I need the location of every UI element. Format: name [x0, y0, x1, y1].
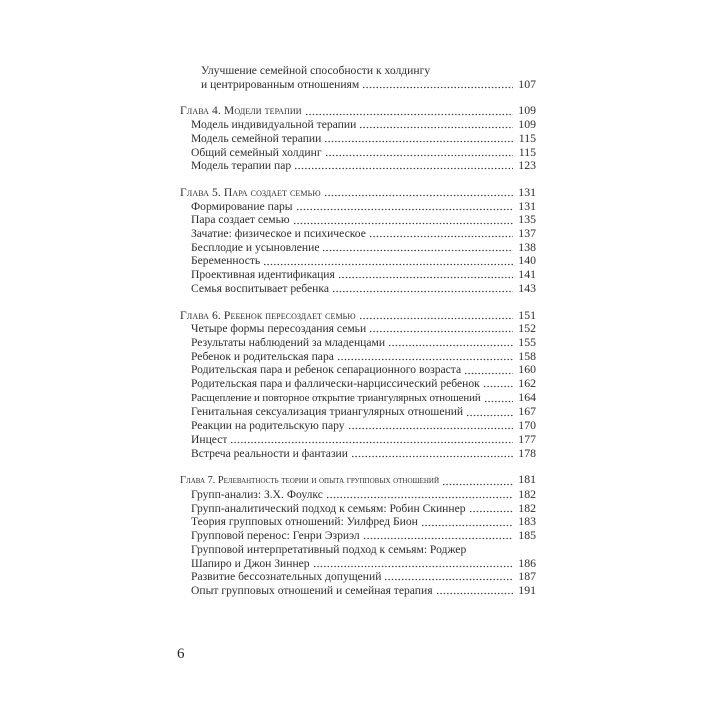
toc-entry-page: 152 — [518, 321, 536, 336]
toc-entry-title: Модель индивидуальной терапии — [191, 118, 357, 132]
toc-entry-page: 135 — [518, 212, 536, 227]
dot-leader — [388, 336, 513, 350]
toc-chapter-row — [180, 186, 536, 200]
toc-entry-page: 170 — [518, 418, 536, 433]
dot-leader — [324, 132, 513, 146]
dot-leader — [338, 268, 513, 282]
toc-entry-page: 131 — [518, 198, 536, 213]
toc-item-row — [180, 543, 536, 557]
toc-entry-title: Групповой перенос: Генри Эзриэл — [191, 529, 360, 543]
dot-leader — [326, 488, 513, 502]
dot-leader — [466, 405, 513, 419]
toc-entry-page: 187 — [518, 569, 536, 584]
dot-leader — [294, 159, 513, 173]
dot-leader — [436, 584, 513, 598]
page-number: 6 — [177, 646, 185, 662]
toc-item-row — [180, 200, 536, 214]
toc-entry-title: Генитальная сексуализация триангулярных отношений — [191, 405, 464, 419]
toc-entry-page: 191 — [518, 582, 536, 597]
dot-leader — [348, 419, 513, 433]
toc-item-row — [180, 146, 536, 160]
toc-entry-title: Расщепление и повторное открытие триангулярных отношений — [191, 391, 481, 404]
toc-entry-title: Формирование пары — [191, 199, 293, 213]
toc-item-row — [180, 336, 536, 350]
toc-entry-page: 137 — [518, 226, 536, 241]
toc-entry-page: 160 — [518, 362, 536, 377]
dot-leader — [322, 241, 513, 255]
toc-entry-title: Глава 7. Релевантность теории и опыта групповых отношений — [180, 475, 440, 487]
toc-item-row — [180, 268, 536, 282]
toc-entry-title: Родительская пара и ребенок сепарационного возраста — [191, 363, 462, 377]
toc-entry-title: Шапиро и Джон Зиннер — [191, 556, 310, 570]
dot-leader — [359, 118, 513, 132]
toc-entry-title: Четыре формы пересоздания семьи — [191, 322, 367, 336]
toc-entry-title: Семья воспитывает ребенка — [191, 281, 329, 295]
toc-item-row — [180, 350, 536, 364]
toc-entry-title: Реакции на родительскую пару — [191, 419, 345, 433]
toc-item-row — [180, 78, 536, 92]
toc-entry-page: 143 — [518, 280, 536, 295]
dot-leader — [325, 146, 513, 160]
toc-entry-page: 151 — [518, 307, 536, 322]
toc-entry-page: 186 — [518, 555, 536, 570]
toc-item-row — [180, 322, 536, 336]
dot-leader — [359, 309, 513, 323]
toc-item-row — [180, 570, 536, 584]
toc-item-row — [180, 488, 536, 502]
toc-entry-title: и центрированным отношениям — [201, 77, 360, 91]
toc-entry-page: 181 — [518, 472, 536, 487]
dot-leader — [483, 377, 513, 391]
toc-entry-page: 167 — [518, 404, 536, 419]
toc-entry-title: Теория групповых отношений: Уилфред Бион — [191, 515, 418, 529]
dot-leader — [363, 529, 513, 543]
toc-section — [180, 309, 536, 461]
toc-entry-page: 185 — [518, 528, 536, 543]
toc-entry-title: Родительская пара и фаллически-нарциссический ребенок — [191, 377, 480, 391]
dot-leader — [296, 200, 513, 214]
toc-entry-page: 115 — [518, 130, 536, 145]
toc-entry-title: Групп-аналитический подход к семьям: Робин Скиннер — [191, 501, 466, 515]
dot-leader — [421, 515, 513, 529]
dot-leader — [293, 213, 513, 227]
dot-leader — [230, 433, 513, 447]
dot-leader — [369, 227, 513, 241]
toc-entry-title: Проективная идентификация — [191, 268, 335, 282]
toc-entry-page: 183 — [518, 514, 536, 529]
toc-entry-page: 138 — [518, 239, 536, 254]
toc-chapter-row — [180, 309, 536, 323]
toc-item-row — [180, 241, 536, 255]
toc-item-row — [180, 377, 536, 391]
dot-leader — [351, 447, 513, 461]
dot-leader — [324, 186, 513, 200]
toc-entry-title: Глава 6. Ребенок пересоздает семью — [180, 308, 356, 322]
toc-item-row — [180, 282, 536, 296]
toc-entry-title: Глава 5. Пара создает семью — [180, 185, 321, 199]
dot-leader — [369, 322, 513, 336]
toc-chapter-row — [180, 104, 536, 118]
toc-item-row — [180, 118, 536, 132]
toc-entry-title: Общий семейный холдинг — [191, 145, 322, 159]
toc-entry-page: 155 — [518, 334, 536, 349]
toc-section — [180, 186, 536, 296]
dot-leader — [337, 350, 513, 364]
toc-entry-page: 107 — [518, 76, 536, 91]
toc-entry-title: Модель семейной терапии — [191, 131, 322, 145]
toc-entry-title: Опыт групповых отношений и семейная терапия — [191, 583, 433, 597]
toc-item-row — [180, 529, 536, 543]
dot-leader — [484, 391, 513, 406]
toc-entry-title: Результаты наблюдений за младенцами — [191, 335, 386, 349]
toc-entry-page: 140 — [518, 253, 536, 268]
toc-entry-title: Модель терапии пар — [191, 159, 292, 173]
toc-item-row — [180, 584, 536, 598]
toc-entry-page: 109 — [518, 103, 536, 118]
toc-entry-page: 141 — [518, 267, 536, 282]
toc-entry-page: 158 — [518, 348, 536, 363]
toc-item-row — [180, 419, 536, 433]
dot-leader — [384, 570, 513, 584]
toc-list — [180, 64, 536, 598]
toc-entry-title: Инцест — [191, 432, 228, 446]
toc-item-row — [180, 502, 536, 516]
dot-leader — [332, 282, 513, 296]
toc-entry-title: Групповой интерпретативный подход к семьям: Роджер — [191, 542, 467, 556]
dot-leader — [442, 473, 513, 488]
toc-item-row — [180, 132, 536, 146]
toc-entry-title: Встреча реальности и фантазии — [191, 446, 348, 460]
toc-item-row — [180, 433, 536, 447]
toc-chapter-row — [180, 473, 536, 488]
toc-entry-title: Зачатие: физическое и психическое — [191, 227, 366, 241]
toc-item-row — [180, 515, 536, 529]
toc-item-row — [180, 64, 536, 78]
dot-leader — [305, 104, 513, 118]
toc-item-row — [180, 159, 536, 173]
toc-section — [180, 64, 536, 91]
toc-section — [180, 473, 536, 597]
toc-entry-title: Групп-анализ: З.Х. Фоулкс — [191, 487, 323, 501]
dot-leader — [263, 254, 513, 268]
toc-entry-title: Пара создает семью — [191, 213, 290, 227]
toc-entry-title: Ребенок и родительская пара — [191, 349, 334, 363]
toc-item-row — [180, 447, 536, 461]
toc-entry-page: 164 — [518, 389, 536, 404]
toc-item-row — [180, 557, 536, 571]
toc-entry-page: 182 — [518, 486, 536, 501]
toc-item-row — [180, 213, 536, 227]
toc-entry-page: 115 — [518, 144, 536, 159]
toc-entry-title: Бесплодие и усыновление — [191, 240, 320, 254]
toc-entry-page: 123 — [518, 158, 536, 173]
toc-entry-page: 162 — [518, 376, 536, 391]
toc-entry-page: 178 — [518, 445, 536, 460]
toc-entry-title: Улучшение семейной способности к холдингу — [201, 64, 431, 77]
toc-item-row — [180, 254, 536, 268]
toc-item-row — [180, 227, 536, 241]
toc-entry-page: 131 — [518, 184, 536, 199]
toc-item-row — [180, 363, 536, 377]
toc-entry-page: 177 — [518, 431, 536, 446]
dot-leader — [362, 78, 513, 92]
dot-leader — [464, 363, 513, 377]
toc-entry-title: Беременность — [191, 254, 261, 268]
toc-entry-page: 182 — [518, 500, 536, 515]
toc-item-row — [180, 405, 536, 419]
toc-entry-page: 109 — [518, 117, 536, 132]
toc-section — [180, 104, 536, 173]
toc-entry-title: Развитие бессознательных допущений — [191, 570, 382, 584]
toc-item-row — [180, 391, 536, 406]
dot-leader — [313, 557, 513, 571]
dot-leader — [469, 502, 513, 516]
toc-entry-title: Глава 4. Модели терапии — [180, 104, 302, 118]
